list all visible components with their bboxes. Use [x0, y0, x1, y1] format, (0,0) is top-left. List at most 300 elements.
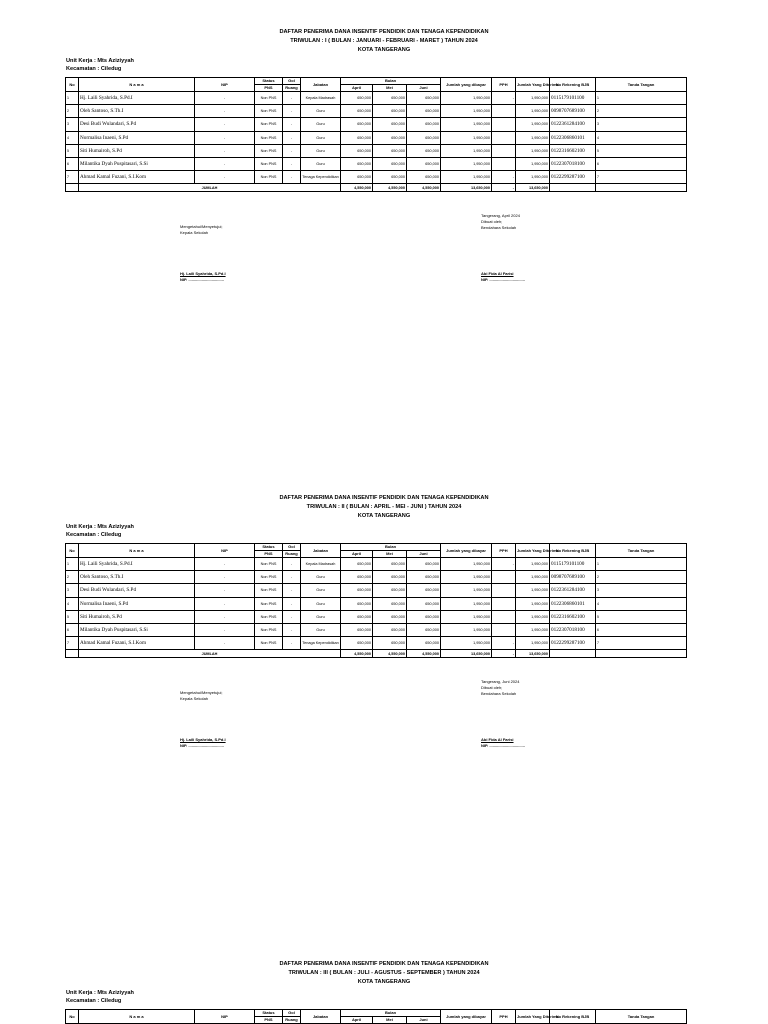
cell-rek: 0122307018100	[550, 157, 596, 170]
cell-status: Non PNS	[255, 171, 283, 184]
cell-m3: 650,000	[407, 637, 441, 650]
cell-status: Non PNS	[255, 637, 283, 650]
total-jumlah: 13,650,000	[441, 184, 492, 192]
col-month-1: April	[341, 1017, 373, 1024]
cell-no: 7	[66, 171, 79, 184]
cell-m3: 650,000	[407, 610, 441, 623]
cell-diterima: 1,950,000	[516, 92, 550, 105]
bendahara-name: Abi Fida Al Farisi	[481, 737, 514, 742]
cell-no: 2	[66, 105, 79, 118]
recipients-table	[65, 1009, 687, 1024]
cell-jabatan: Guru	[301, 584, 341, 597]
cell-m3: 650,000	[407, 157, 441, 170]
col-ttd: Tanda Tangan	[596, 78, 687, 92]
cell-jumlah: 1,950,000	[441, 584, 492, 597]
cell-pph	[492, 571, 516, 584]
cell-nama: Ahmad Kamal Fuzani, S.I.Kom	[79, 171, 195, 184]
col-gol: Gol	[283, 1010, 301, 1017]
cell-diterima: 1,950,000	[516, 623, 550, 636]
cell-m1: 650,000	[341, 597, 373, 610]
cell-m1: 650,000	[341, 571, 373, 584]
col-rekening: No Rekening BJB	[550, 544, 596, 558]
cell-m3: 650,000	[407, 623, 441, 636]
cell-rek: 0122316602100	[550, 144, 596, 157]
total-jumlah: 13,650,000	[441, 650, 492, 658]
title-city: KOTA TANGERANG	[357, 47, 411, 53]
col-diterima: Jumlah Yang Diterima	[516, 78, 550, 92]
cell-tt: 2	[596, 571, 687, 584]
total-diterima: 13,650,000	[516, 184, 550, 192]
cell-jabatan: Guru	[301, 623, 341, 636]
total-label: JUMLAH	[79, 184, 341, 192]
cell-nip: -	[195, 131, 255, 144]
cell-no: 4	[66, 597, 79, 610]
cell-no: 5	[66, 610, 79, 623]
signature-left	[180, 690, 222, 702]
cell-jabatan: Tenaga Kependidikan	[301, 171, 341, 184]
col-jumlah: Jumlah yang dibayar	[441, 1010, 492, 1024]
cell-pph	[492, 105, 516, 118]
title-city: KOTA TANGERANG	[357, 979, 411, 985]
col-status-pns: PNS	[255, 551, 283, 558]
cell-jumlah: 1,950,000	[441, 171, 492, 184]
kepala-name: Hj. Laili Syahrida, S.Pd.I	[180, 737, 226, 742]
col-jabatan: Jabatan	[301, 78, 341, 92]
cell-rek: 0122361284100	[550, 584, 596, 597]
col-month-2: Mei	[373, 551, 407, 558]
cell-gol: -	[283, 637, 301, 650]
cell-nip: -	[195, 584, 255, 597]
cell-jabatan: Guru	[301, 118, 341, 131]
cell-m3: 650,000	[407, 558, 441, 571]
cell-jabatan: Guru	[301, 597, 341, 610]
cell-tt: 5	[596, 610, 687, 623]
cell-jumlah: 1,950,000	[441, 558, 492, 571]
cell-jumlah: 1,950,000	[441, 637, 492, 650]
cell-pph	[492, 597, 516, 610]
cell-nama: Milantika Dyah Puspitasari, S.Si	[79, 623, 195, 636]
col-rekening: No Rekening BJB	[550, 1010, 596, 1024]
title-line-1: DAFTAR PENERIMA DANA INSENTIF PENDIDIK DAN TENAGA KEPENDIDIKAN	[279, 495, 489, 501]
cell-jumlah: 1,950,000	[441, 597, 492, 610]
cell-m2: 650,000	[373, 144, 407, 157]
total-m3: 4,550,000	[407, 184, 441, 192]
dibuat-label: Dibuat oleh;	[481, 219, 503, 224]
total-ttd-blank	[596, 650, 687, 658]
place-date: Tangerang, April 2024	[481, 213, 520, 218]
table-row	[66, 571, 687, 584]
total-pph: -	[492, 650, 516, 658]
cell-pph	[492, 584, 516, 597]
unit-kerja: Unit Kerja : Mts Aziziyyah	[66, 990, 134, 996]
total-blank	[66, 184, 79, 192]
cell-nip: -	[195, 171, 255, 184]
table-row	[66, 105, 687, 118]
cell-tt: 7	[596, 171, 687, 184]
cell-pph: -	[492, 558, 516, 571]
cell-jabatan: Tenaga Kependidikan	[301, 637, 341, 650]
col-pph: PPH	[492, 544, 516, 558]
cell-tt: 6	[596, 157, 687, 170]
cell-pph	[492, 623, 516, 636]
col-status-pns: PNS	[255, 85, 283, 92]
cell-pph	[492, 157, 516, 170]
cell-diterima: 1,950,000	[516, 584, 550, 597]
cell-nama: Normalisa Inaeni, S.Pd	[79, 597, 195, 610]
col-rekening: No Rekening BJB	[550, 78, 596, 92]
cell-nip: -	[195, 558, 255, 571]
cell-m2: 650,000	[373, 571, 407, 584]
cell-m1: 650,000	[341, 623, 373, 636]
bendahara-nip: NIP. ................................	[481, 743, 525, 748]
cell-jumlah: 1,950,000	[441, 131, 492, 144]
cell-m2: 650,000	[373, 171, 407, 184]
col-status: Status	[255, 78, 283, 85]
cell-rek: 0122316602100	[550, 610, 596, 623]
kepala-nip: NIP. ................................	[180, 743, 224, 748]
col-diterima: Jumlah Yang Diterima	[516, 544, 550, 558]
cell-jumlah: 1,950,000	[441, 623, 492, 636]
col-month-3: Juni	[407, 1017, 441, 1024]
cell-m3: 650,000	[407, 171, 441, 184]
col-month-3: Juni	[407, 551, 441, 558]
cell-rek: 0098707689100	[550, 571, 596, 584]
title-triwulan: TRIWULAN : I ( BULAN : JANUARI - FEBRUARI - MARET ) TAHUN 2024	[290, 38, 478, 44]
col-status: Status	[255, 544, 283, 551]
cell-m3: 650,000	[407, 92, 441, 105]
col-nip: NIP	[195, 78, 255, 92]
cell-diterima: 1,950,000	[516, 105, 550, 118]
col-jumlah: Jumlah yang dibayar	[441, 544, 492, 558]
cell-m1: 650,000	[341, 105, 373, 118]
cell-diterima: 1,950,000	[516, 571, 550, 584]
cell-no: 1	[66, 92, 79, 105]
col-month-1: April	[341, 551, 373, 558]
cell-tt: 7	[596, 637, 687, 650]
bendahara-label: Bendahara Sekolah	[481, 691, 517, 696]
bendahara-nip: NIP. ................................	[481, 277, 525, 282]
cell-no: 3	[66, 584, 79, 597]
cell-pph	[492, 144, 516, 157]
col-month-3: Juni	[407, 85, 441, 92]
col-gol-ruang: Ruang	[283, 551, 301, 558]
col-bulan: Bulan	[341, 1010, 441, 1017]
col-jabatan: Jabatan	[301, 544, 341, 558]
cell-gol: -	[283, 118, 301, 131]
recipients-table	[65, 543, 687, 658]
col-no: No	[66, 1010, 79, 1024]
col-nama: N a m a	[79, 78, 195, 92]
cell-tt: 1	[596, 92, 687, 105]
cell-tt: 4	[596, 597, 687, 610]
signature-right	[481, 213, 520, 231]
col-jabatan: Jabatan	[301, 1010, 341, 1024]
cell-jabatan: Guru	[301, 610, 341, 623]
cell-rek: 0115179101100	[550, 558, 596, 571]
unit-kerja: Unit Kerja : Mts Aziziyyah	[66, 58, 134, 64]
cell-m3: 650,000	[407, 597, 441, 610]
cell-no: 7	[66, 637, 79, 650]
cell-nip: -	[195, 623, 255, 636]
signature-left	[180, 224, 222, 236]
cell-no: 6	[66, 157, 79, 170]
cell-jumlah: 1,950,000	[441, 118, 492, 131]
col-ttd: Tanda Tangan	[596, 1010, 687, 1024]
cell-status: Non PNS	[255, 597, 283, 610]
cell-rek: 0122306860101	[550, 597, 596, 610]
signature-left-name	[180, 737, 226, 749]
cell-tt: 4	[596, 131, 687, 144]
total-label: JUMLAH	[79, 650, 341, 658]
cell-m1: 650,000	[341, 157, 373, 170]
cell-m2: 650,000	[373, 558, 407, 571]
total-diterima: 13,650,000	[516, 650, 550, 658]
cell-jumlah: 1,950,000	[441, 610, 492, 623]
col-no: No	[66, 544, 79, 558]
cell-m2: 650,000	[373, 131, 407, 144]
cell-status: Non PNS	[255, 144, 283, 157]
cell-nama: Oleh Santoso, S.Th.I	[79, 105, 195, 118]
col-pph: PPH	[492, 78, 516, 92]
cell-rek: 0115179101100	[550, 92, 596, 105]
table-row	[66, 92, 687, 105]
cell-gol: -	[283, 584, 301, 597]
cell-nip: -	[195, 118, 255, 131]
total-rek-blank	[550, 184, 596, 192]
col-nip: NIP	[195, 544, 255, 558]
cell-m1: 650,000	[341, 610, 373, 623]
title-triwulan: TRIWULAN : III ( BULAN : JULI - AGUSTUS - SEPTEMBER ) TAHUN 2024	[288, 970, 480, 976]
cell-diterima: 1,950,000	[516, 610, 550, 623]
cell-no: 2	[66, 571, 79, 584]
cell-jabatan: Guru	[301, 157, 341, 170]
cell-jabatan: Guru	[301, 105, 341, 118]
cell-nip: -	[195, 144, 255, 157]
cell-status: Non PNS	[255, 584, 283, 597]
col-nama: N a m a	[79, 1010, 195, 1024]
cell-status: Non PNS	[255, 610, 283, 623]
cell-gol: -	[283, 157, 301, 170]
cell-tt: 3	[596, 584, 687, 597]
cell-m3: 650,000	[407, 571, 441, 584]
cell-rek: 0098707689100	[550, 105, 596, 118]
cell-m2: 650,000	[373, 584, 407, 597]
cell-gol: -	[283, 131, 301, 144]
cell-status: Non PNS	[255, 571, 283, 584]
cell-gol: -	[283, 623, 301, 636]
cell-m3: 650,000	[407, 131, 441, 144]
table-row	[66, 637, 687, 650]
cell-status: Non PNS	[255, 157, 283, 170]
cell-nama: Hj. Laili Syahrida, S.Pd.I	[79, 92, 195, 105]
kecamatan: Kecamatan : Ciledug	[66, 998, 122, 1004]
signature-left-name	[180, 271, 226, 283]
cell-nama: Hj. Laili Syahrida, S.Pd.I	[79, 558, 195, 571]
table-row	[66, 118, 687, 131]
col-status: Status	[255, 1010, 283, 1017]
kepala-label: Kepala Sekolah	[180, 230, 209, 235]
kecamatan: Kecamatan : Ciledug	[66, 532, 122, 538]
cell-status: Non PNS	[255, 92, 283, 105]
cell-gol: -	[283, 92, 301, 105]
table-row	[66, 144, 687, 157]
col-month-2: Mei	[373, 1017, 407, 1024]
total-row	[66, 650, 687, 658]
kepala-label: Kepala Sekolah	[180, 696, 209, 701]
cell-diterima: 1,950,000	[516, 144, 550, 157]
col-gol-ruang: Ruang	[283, 1017, 301, 1024]
cell-tt: 6	[596, 623, 687, 636]
total-m2: 4,550,000	[373, 650, 407, 658]
title-line-1: DAFTAR PENERIMA DANA INSENTIF PENDIDIK DAN TENAGA KEPENDIDIKAN	[279, 29, 489, 35]
col-ttd: Tanda Tangan	[596, 544, 687, 558]
cell-m1: 650,000	[341, 131, 373, 144]
cell-m2: 650,000	[373, 597, 407, 610]
cell-m2: 650,000	[373, 637, 407, 650]
table-row	[66, 171, 687, 184]
total-m2: 4,550,000	[373, 184, 407, 192]
cell-gol: -	[283, 597, 301, 610]
cell-gol: -	[283, 144, 301, 157]
signature-right	[481, 679, 519, 697]
total-m1: 4,550,000	[341, 184, 373, 192]
cell-rek: 0122306860101	[550, 131, 596, 144]
cell-m2: 650,000	[373, 157, 407, 170]
cell-nip: -	[195, 105, 255, 118]
cell-m2: 650,000	[373, 92, 407, 105]
cell-nip: -	[195, 637, 255, 650]
total-m1: 4,550,000	[341, 650, 373, 658]
total-blank	[66, 650, 79, 658]
cell-nip: -	[195, 610, 255, 623]
cell-rek: 0122307018100	[550, 623, 596, 636]
col-pph: PPH	[492, 1010, 516, 1024]
cell-no: 5	[66, 144, 79, 157]
total-rek-blank	[550, 650, 596, 658]
mengetahui-label: Mengetahui/Menyetujui;	[180, 690, 223, 695]
cell-nip: -	[195, 571, 255, 584]
cell-tt: 1	[596, 558, 687, 571]
cell-diterima: 1,950,000	[516, 597, 550, 610]
cell-jumlah: 1,950,000	[441, 571, 492, 584]
cell-nama: Siti Humairoh, S.Pd	[79, 610, 195, 623]
cell-jabatan: Guru	[301, 571, 341, 584]
col-month-1: April	[341, 85, 373, 92]
cell-jabatan: Kepala Madrasah	[301, 92, 341, 105]
col-gol: Gol	[283, 544, 301, 551]
cell-nip: -	[195, 597, 255, 610]
cell-m2: 650,000	[373, 623, 407, 636]
place-date: Tangerang, Juni 2024	[481, 679, 520, 684]
cell-pph: -	[492, 92, 516, 105]
cell-nama: Normalisa Inaeni, S.Pd	[79, 131, 195, 144]
cell-nip: -	[195, 157, 255, 170]
cell-no: 3	[66, 118, 79, 131]
cell-jabatan: Kepala Madrasah	[301, 558, 341, 571]
cell-m1: 650,000	[341, 144, 373, 157]
cell-m3: 650,000	[407, 118, 441, 131]
cell-rek: 0122361284100	[550, 118, 596, 131]
table-row	[66, 131, 687, 144]
col-gol: Gol	[283, 78, 301, 85]
cell-diterima: 1,950,000	[516, 558, 550, 571]
col-status-pns: PNS	[255, 1017, 283, 1024]
table-row	[66, 610, 687, 623]
cell-m3: 650,000	[407, 584, 441, 597]
total-pph: -	[492, 184, 516, 192]
cell-m1: 650,000	[341, 637, 373, 650]
cell-jabatan: Guru	[301, 144, 341, 157]
cell-diterima: 1,950,000	[516, 118, 550, 131]
cell-gol: -	[283, 171, 301, 184]
kecamatan: Kecamatan : Ciledug	[66, 66, 122, 72]
cell-diterima: 1,950,000	[516, 157, 550, 170]
cell-gol: -	[283, 105, 301, 118]
table-row	[66, 558, 687, 571]
cell-m1: 650,000	[341, 584, 373, 597]
title-line-1: DAFTAR PENERIMA DANA INSENTIF PENDIDIK DAN TENAGA KEPENDIDIKAN	[279, 961, 489, 967]
col-month-2: Mei	[373, 85, 407, 92]
cell-nama: Desi Budi Wulandari, S.Pd	[79, 118, 195, 131]
cell-no: 4	[66, 131, 79, 144]
cell-nama: Siti Humairoh, S.Pd	[79, 144, 195, 157]
cell-pph	[492, 118, 516, 131]
cell-status: Non PNS	[255, 105, 283, 118]
cell-jumlah: 1,950,000	[441, 157, 492, 170]
cell-m2: 650,000	[373, 105, 407, 118]
col-diterima: Jumlah Yang Diterima	[516, 1010, 550, 1024]
cell-tt: 2	[596, 105, 687, 118]
col-jumlah: Jumlah yang dibayar	[441, 78, 492, 92]
col-nama: N a m a	[79, 544, 195, 558]
cell-m3: 650,000	[407, 144, 441, 157]
cell-no: 1	[66, 558, 79, 571]
cell-status: Non PNS	[255, 558, 283, 571]
cell-tt: 5	[596, 144, 687, 157]
cell-nip: -	[195, 92, 255, 105]
total-m3: 4,550,000	[407, 650, 441, 658]
cell-rek: 0122299287100	[550, 171, 596, 184]
unit-kerja: Unit Kerja : Mts Aziziyyah	[66, 524, 134, 530]
signature-right-name	[481, 737, 525, 749]
title-triwulan: TRIWULAN : II ( BULAN : APRIL - MEI - JUNI ) TAHUN 2024	[306, 504, 462, 510]
signature-right-name	[481, 271, 525, 283]
cell-jumlah: 1,950,000	[441, 105, 492, 118]
cell-rek: 0122299287100	[550, 637, 596, 650]
col-gol-ruang: Ruang	[283, 85, 301, 92]
kepala-nip: NIP. ................................	[180, 277, 224, 282]
cell-jabatan: Guru	[301, 131, 341, 144]
cell-pph: -	[492, 171, 516, 184]
cell-m3: 650,000	[407, 105, 441, 118]
cell-gol: -	[283, 610, 301, 623]
table-row	[66, 597, 687, 610]
cell-m2: 650,000	[373, 118, 407, 131]
cell-diterima: 1,950,000	[516, 131, 550, 144]
bendahara-label: Bendahara Sekolah	[481, 225, 517, 230]
total-ttd-blank	[596, 184, 687, 192]
cell-pph: -	[492, 637, 516, 650]
dibuat-label: Dibuat oleh;	[481, 685, 503, 690]
total-row	[66, 184, 687, 192]
cell-gol: -	[283, 571, 301, 584]
col-nip: NIP	[195, 1010, 255, 1024]
col-bulan: Bulan	[341, 544, 441, 551]
table-row	[66, 584, 687, 597]
cell-m1: 650,000	[341, 171, 373, 184]
table-row	[66, 157, 687, 170]
cell-no: 6	[66, 623, 79, 636]
